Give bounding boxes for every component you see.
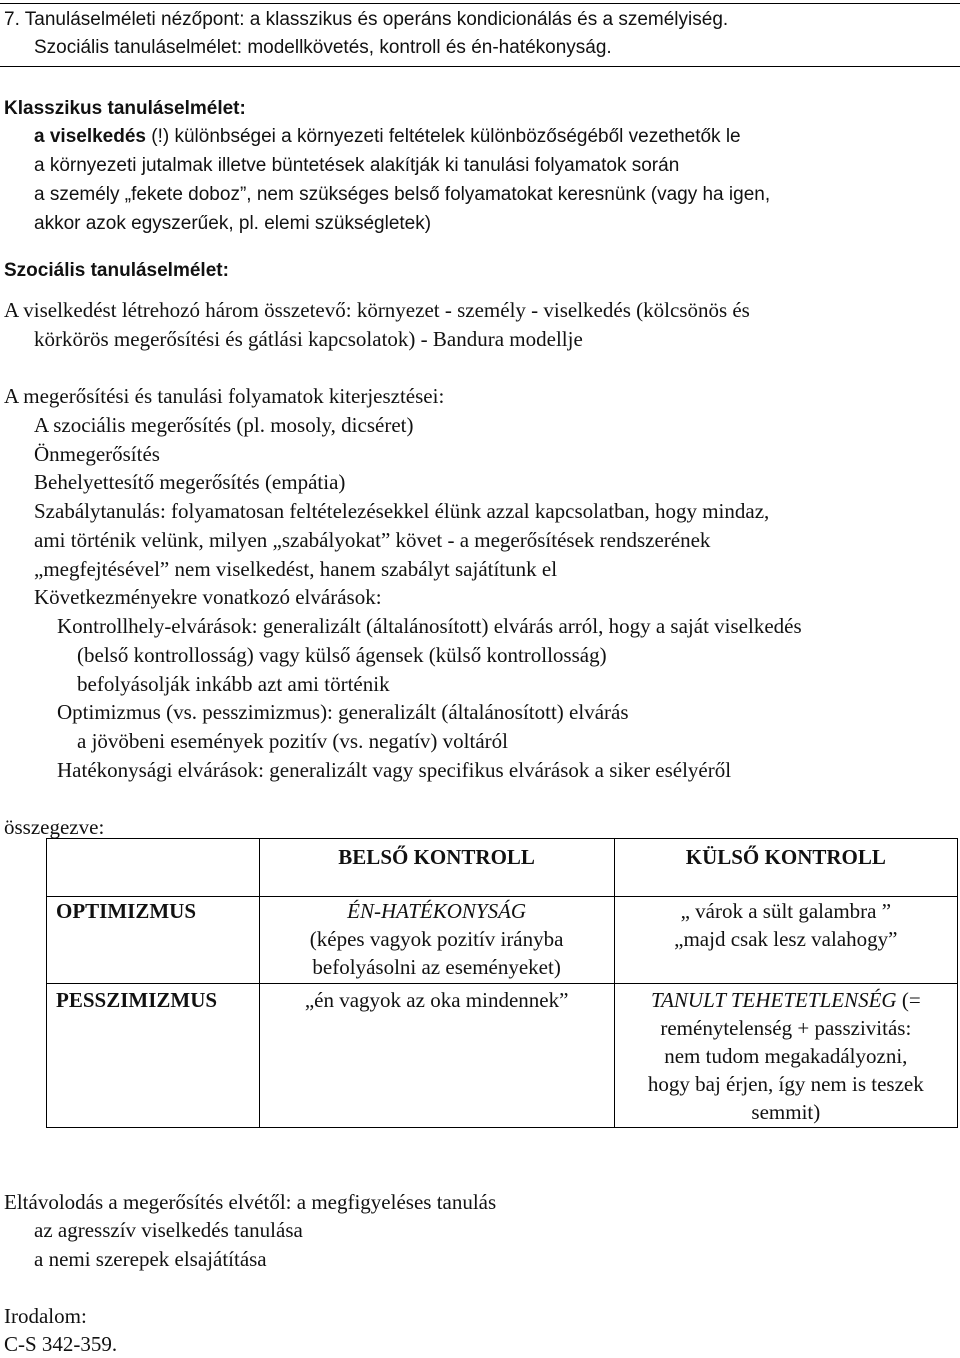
extensions-heading: A megerősítési és tanulási folyamatok kiterjesztései: <box>4 384 445 408</box>
row-header-optimism-label: OPTIMIZMUS <box>56 899 197 923</box>
classical-lead-rest: (!) különbségei a környezeti feltételek különbözőségéből vezethetők le <box>145 126 741 147</box>
extensions-item: Önmegerősítés <box>34 442 160 466</box>
learned-helplessness-line: reménytelenség + passzivitás: <box>660 1016 912 1040</box>
column-header-internal <box>259 839 614 897</box>
summary-label: összegezve: <box>4 815 105 839</box>
removal-line: a nemi szerepek elsajátítása <box>34 1247 267 1271</box>
references-value: C-S 342-359. <box>4 1332 118 1356</box>
learned-helplessness-line: nem tudom megakadályozni, <box>664 1044 908 1068</box>
cell-optimism-internal <box>259 897 614 984</box>
cell-optimism-external <box>614 897 957 984</box>
column-header-external <box>614 839 957 897</box>
row-header-pessimism <box>47 984 260 1128</box>
summary-table <box>46 838 958 1128</box>
pessimism-internal-text: „én vagyok az oka mindennek” <box>304 988 569 1012</box>
social-line: A viselkedést létrehozó három összetevő: környezet - személy - viselkedés (kölcsönös és <box>4 298 750 322</box>
column-header-external-label: KÜLSŐ KONTROLL <box>685 845 886 869</box>
classical-lead <box>34 123 741 151</box>
extensions-item: ami történik velünk, milyen „szabályokat” követ - a megerősítések rendszerének <box>34 528 711 552</box>
page-subtitle: Szociális tanuláselmélet: modellkövetés, kontroll és én-hatékonyság. <box>34 37 612 58</box>
table-row <box>47 984 958 1128</box>
extensions-sub-item: (belső kontrollosság) vagy külső ágensek (külső kontrollosság) <box>77 643 607 667</box>
self-efficacy-title: ÉN-HATÉKONYSÁG <box>347 899 527 923</box>
classical-line: a személy „fekete doboz”, nem szükséges belső folyamatokat keresnünk (vagy ha igen, <box>34 184 771 205</box>
self-efficacy-line: (képes vagyok pozitív irányba <box>309 927 564 951</box>
extensions-item: Szabálytanulás: folyamatosan feltételezésekkel élünk azzal kapcsolatban, hogy mindaz, <box>34 499 770 523</box>
extensions-item: Behelyettesítő megerősítés (empátia) <box>34 470 346 494</box>
extensions-item: „megfejtésével” nem viselkedést, hanem szabályt sajátítunk el <box>34 557 558 581</box>
learned-helplessness-title-rest: (= <box>896 988 921 1012</box>
cell-pessimism-external <box>614 984 957 1128</box>
table-row <box>47 897 958 984</box>
column-header-internal-label: BELSŐ KONTROLL <box>338 845 535 869</box>
extensions-sub-item: a jövöbeni események pozitív (vs. negatív) voltáról <box>77 729 508 753</box>
classical-heading: Klasszikus tanuláselmélet: <box>4 98 246 119</box>
row-header-optimism <box>47 897 260 984</box>
self-efficacy-line: befolyásolni az eseményeket) <box>312 955 561 979</box>
row-header-pessimism-label: PESSZIMIZMUS <box>56 988 218 1012</box>
classical-line: akkor azok egyszerűek, pl. elemi szükségletek) <box>34 213 432 234</box>
extensions-sub-item: Optimizmus (vs. pesszimizmus): generalizált (általánosított) elvárás <box>57 700 629 724</box>
learned-helplessness-line: semmit) <box>751 1100 821 1124</box>
classical-lead-bold: a viselkedés <box>34 126 146 147</box>
classical-line: a környezeti jutalmak illetve büntetések alakítják ki tanulási folyamatok során <box>34 155 680 176</box>
table-row <box>47 839 958 897</box>
extensions-item: A szociális megerősítés (pl. mosoly, dicséret) <box>34 413 414 437</box>
social-line: körkörös megerősítési és gátlási kapcsolatok) - Bandura modellje <box>34 327 583 351</box>
page-title: 7. Tanuláselméleti nézőpont: a klasszikus és operáns kondicionálás és a személyiség. <box>4 9 729 30</box>
extensions-sub-item: befolyásolják inkább azt ami történik <box>77 672 390 696</box>
header-bottom-rule <box>0 66 960 67</box>
cell-pessimism-internal <box>259 984 614 1128</box>
extensions-sub-item: Hatékonysági elvárások: generalizált vagy specifikus elvárások a siker esélyéről <box>57 758 732 782</box>
social-heading: Szociális tanuláselmélet: <box>4 260 229 281</box>
extensions-sub-item: Kontrollhely-elvárások: generalizált (általánosított) elvárás arról, hogy a saját viselkedés <box>57 614 802 638</box>
learned-helplessness-title: TANULT TEHETETLENSÉG <box>650 988 897 1012</box>
removal-line: Eltávolodás a megerősítés elvétől: a megfigyeléses tanulás <box>4 1190 497 1214</box>
optimism-external-line: „majd csak lesz valahogy” <box>674 927 898 951</box>
top-rule <box>0 3 960 4</box>
table-corner-cell <box>47 839 260 897</box>
extensions-item: Következményekre vonatkozó elvárások: <box>34 585 382 609</box>
optimism-external-line: „ várok a sült galambra ” <box>680 899 892 923</box>
learned-helplessness-line: hogy baj érjen, így nem is teszek <box>647 1072 924 1096</box>
removal-line: az agresszív viselkedés tanulása <box>34 1218 303 1242</box>
learned-helplessness-title-line <box>615 986 957 1014</box>
references-label: Irodalom: <box>4 1304 87 1328</box>
